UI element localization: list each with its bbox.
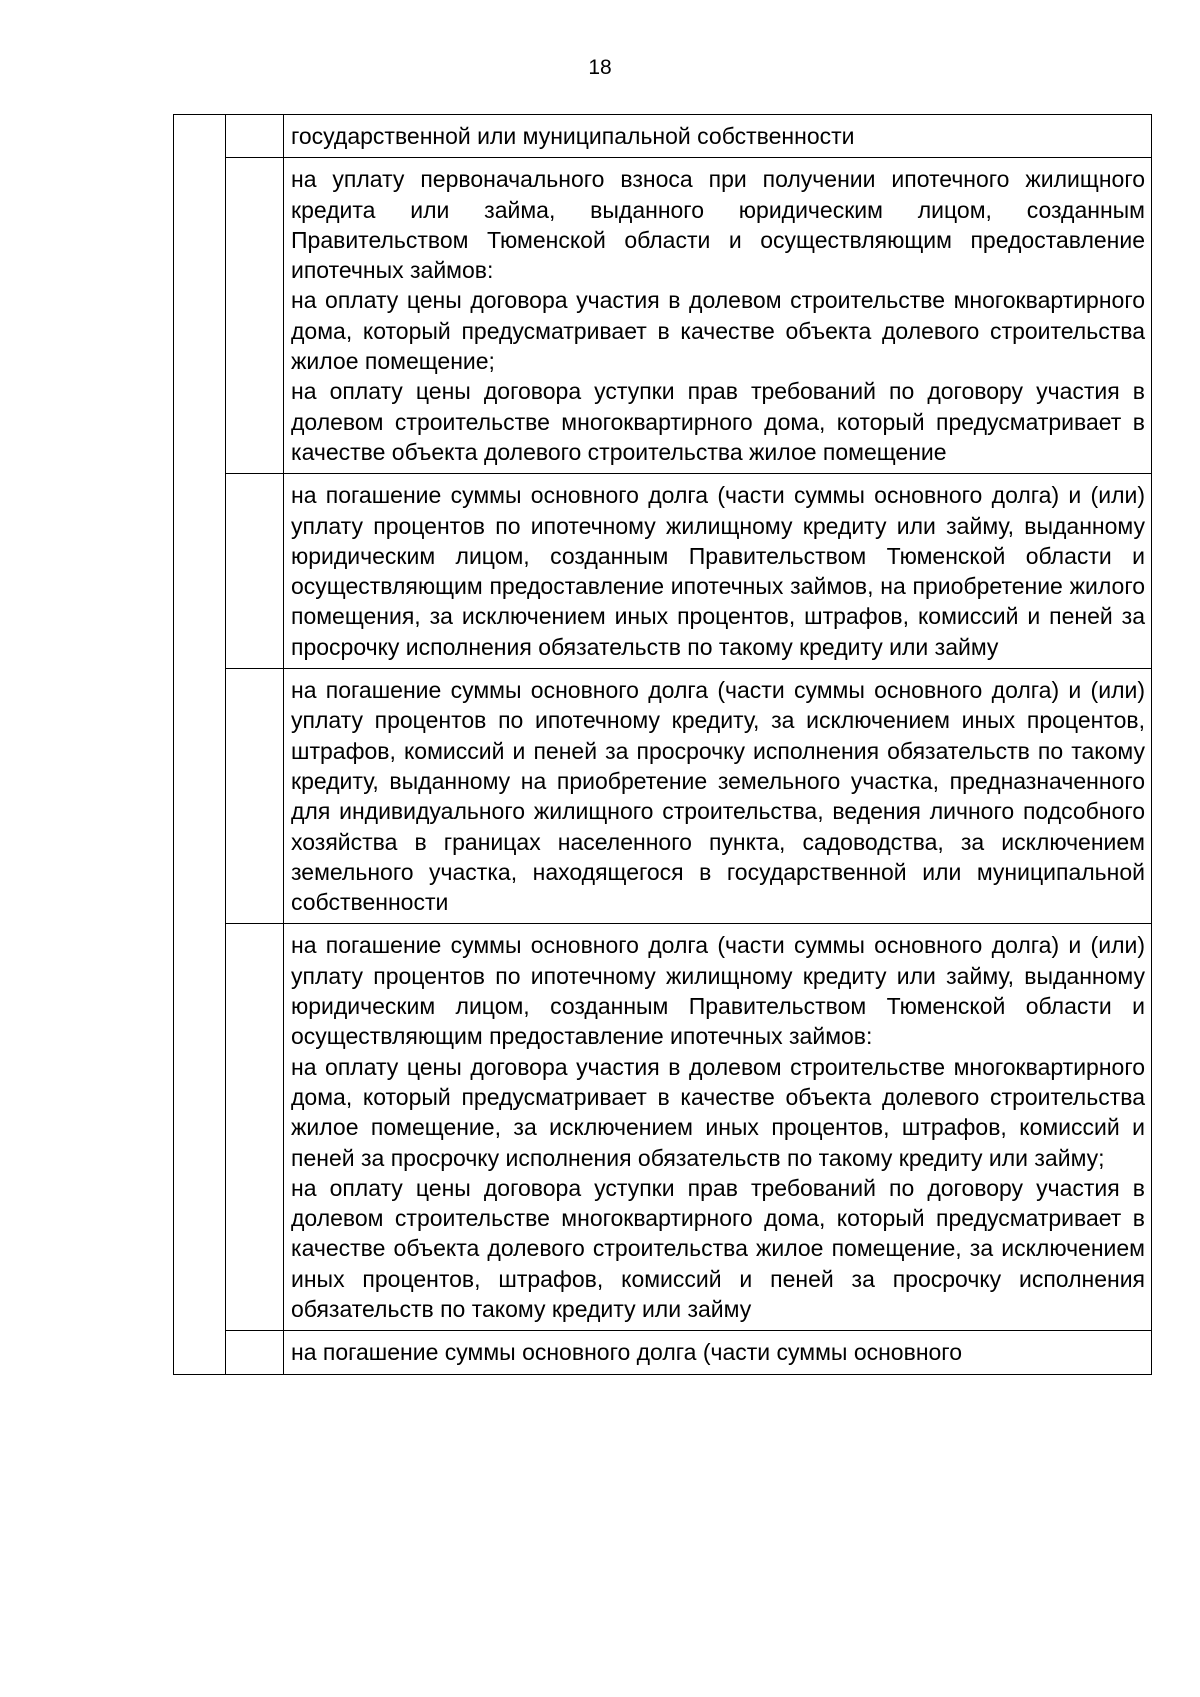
text-cell bbox=[284, 1331, 1152, 1374]
table-row bbox=[174, 115, 1152, 158]
table-row bbox=[174, 474, 1152, 669]
document-table bbox=[173, 114, 1152, 1375]
text-cell bbox=[284, 474, 1152, 669]
second-column-cell bbox=[226, 158, 284, 474]
paragraph: на погашение суммы основного долга (части суммы основного долга) и (или) уплату процентов по ипотечному жилищному кредиту или займу, выданному юридическим лицом, созданным Правительством Тюменской области и осуществляющим предоставление ипотечных займов, на приобретение жилого помещения, за исключением иных процентов, штрафов, комиссий и пеней за просрочку исполнения обязательств по такому кредиту или займу bbox=[291, 482, 1145, 660]
page-number: 18 bbox=[588, 56, 612, 79]
text-cell bbox=[284, 669, 1152, 924]
paragraph: на оплату цены договора уступки прав требований по договору участия в долевом строительстве многоквартирного дома, который предусматривает в качестве объекта долевого строительства жилое помещение, за исключением иных процентов, штрафов, комиссий и пеней за просрочку исполнения обязательств по такому кредиту или займу bbox=[291, 1174, 1145, 1322]
paragraph: государственной или муниципальной собственности bbox=[291, 123, 855, 149]
paragraph: на погашение суммы основного долга (части суммы основного долга) и (или) уплату процентов по ипотечному кредиту, за исключением иных процентов, штрафов, комиссий и пеней за просрочку исполнения обязательств по такому кредиту, выданному на приобретение земельного участка, предназначенного для индивидуального жилищного строительства, ведения личного подсобного хозяйства в границах населенного пункта, садоводства, за исключением земельного участка, находящегося в государственной или муниципальной собственности bbox=[291, 677, 1145, 916]
text-cell bbox=[284, 924, 1152, 1331]
paragraph: на уплату первоначального взноса при получении ипотечного жилищного кредита или займа, выданного юридическим лицом, созданным Правительством Тюменской области и осуществляющим предоставление ипотечных займов: bbox=[291, 166, 1145, 284]
paragraph: на оплату цены договора уступки прав требований по договору участия в долевом строительстве многоквартирного дома, который предусматривает в качестве объекта долевого строительства жилое помещение bbox=[291, 378, 1145, 465]
table-row bbox=[174, 1331, 1152, 1374]
second-column-cell bbox=[226, 924, 284, 1331]
paragraph: на оплату цены договора участия в долевом строительстве многоквартирного дома, который предусматривает в качестве объекта долевого строительства жилое помещение; bbox=[291, 287, 1145, 375]
table-row bbox=[174, 924, 1152, 1331]
second-column-cell bbox=[226, 669, 284, 924]
table-row bbox=[174, 669, 1152, 924]
text-cell bbox=[284, 158, 1152, 474]
paragraph: на оплату цены договора участия в долевом строительстве многоквартирного дома, который предусматривает в качестве объекта долевого строительства жилое помещение, за исключением иных процентов, штрафов, комиссий и пеней за просрочку исполнения обязательств по такому кредиту или займу; bbox=[291, 1053, 1145, 1171]
second-column-cell bbox=[226, 1331, 284, 1374]
second-column-cell bbox=[226, 474, 284, 669]
table-row bbox=[174, 158, 1152, 474]
paragraph: на погашение суммы основного долга (части суммы основного долга) и (или) уплату процентов по ипотечному жилищному кредиту или займу, выданному юридическим лицом, созданным Правительством Тюменской области и осуществляющим предоставление ипотечных займов: bbox=[291, 932, 1145, 1050]
paragraph: на погашение суммы основного долга (части суммы основного bbox=[291, 1339, 962, 1366]
second-column-cell bbox=[226, 115, 284, 158]
text-cell bbox=[284, 115, 1152, 158]
first-column-cell bbox=[174, 115, 226, 1375]
